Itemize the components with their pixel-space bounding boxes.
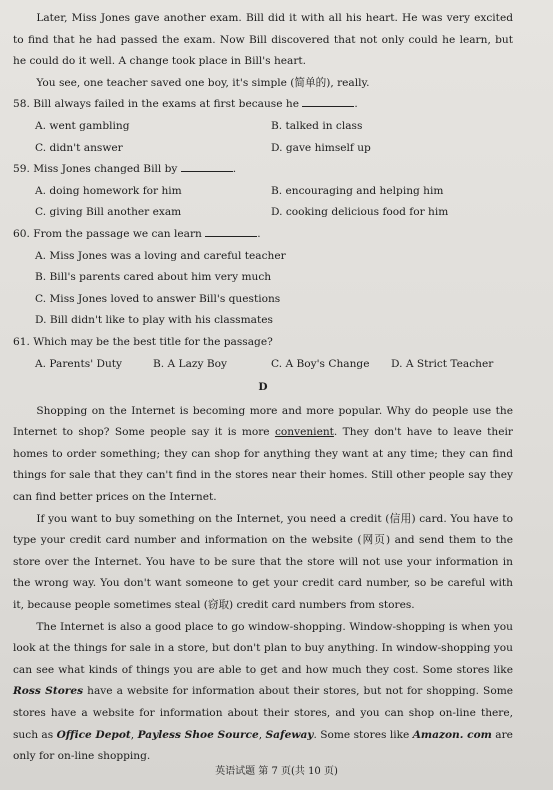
page-footer: 英语试题 第 7 页(共 10 页) bbox=[215, 766, 338, 777]
section-d-paragraph-3 bbox=[13, 617, 513, 768]
question-60 bbox=[13, 224, 513, 332]
passage-c-closing: You see, one teacher saved one boy, it's simple (简单的), really. bbox=[36, 76, 370, 89]
question-stem bbox=[13, 224, 513, 246]
question-61 bbox=[13, 332, 513, 375]
store-name: Payless Shoe Source bbox=[137, 728, 259, 741]
option-d: D. gave himself up bbox=[271, 141, 371, 154]
store-name: Office Depot bbox=[56, 728, 131, 741]
answer-blank bbox=[302, 96, 354, 107]
options bbox=[13, 354, 513, 376]
question-stem bbox=[13, 159, 513, 181]
store-name: Safeway bbox=[265, 728, 314, 741]
question-stem-end: . bbox=[354, 98, 358, 111]
question-stem: 61. Which may be the best title for the passage? bbox=[13, 335, 273, 348]
section-d-heading: D bbox=[258, 381, 268, 394]
option-d: D. Bill didn't like to play with his classmates bbox=[35, 314, 273, 327]
question-stem-text: 58. Bill always failed in the exams at first because he bbox=[13, 98, 299, 111]
question-59 bbox=[13, 159, 513, 224]
text-run: Shopping on the Internet is becoming more and more popular. Why do people use the Internet to shop? Some people say it is more bbox=[13, 404, 513, 439]
option-b: B. Bill's parents cared about him very much bbox=[35, 271, 272, 284]
options bbox=[13, 116, 513, 159]
options bbox=[13, 181, 513, 224]
option-c: C. giving Bill another exam bbox=[35, 206, 182, 219]
page-content bbox=[13, 8, 513, 768]
answer-blank bbox=[205, 226, 257, 237]
question-stem-end: . bbox=[232, 163, 237, 176]
option-a: A. doing homework for him bbox=[35, 184, 182, 197]
option-c: C. didn't answer bbox=[35, 141, 123, 154]
section-d-paragraph-2: If you want to buy something on the Internet, you need a credit (信用) card. You have to type your credit card number and information on the website (网页) and send them to the store over the Internet. You have to be sure that the store will not use your information in the wrong way. You don't want someone to get your credit card number, so be careful with it, because people sometimes steal (窃取) credit card numbers from stores. bbox=[13, 512, 513, 612]
text-run: The Internet is also a good place to go window-shopping. Window-shopping is when you look at the things for sale in a store, but don't plan to buy anything. In window-shopping you can see what kinds of things you are able to get and how much they cost. Some stores like bbox=[13, 620, 513, 676]
option-b: B. A Lazy Boy bbox=[153, 357, 227, 370]
passage-c-paragraph: Later, Miss Jones gave another exam. Bill did it with all his heart. He was very excited to find that he had passed the exam. Now Bill discovered that not only could he learn, but he could do it well. A change took place in Bill's heart. bbox=[13, 12, 513, 68]
question-stem bbox=[13, 94, 513, 116]
text-run: have a website for information about their stores, but not for shopping. Some stores have a website for information about their stores, and you can shop on-line there, such as bbox=[13, 685, 514, 741]
option-d: D. cooking delicious food for him bbox=[271, 206, 449, 219]
option-a: A. Miss Jones was a loving and careful teacher bbox=[35, 249, 286, 262]
question-stem-end: . bbox=[257, 227, 261, 240]
store-name: Amazon. com bbox=[412, 728, 492, 741]
option-a: A. went gambling bbox=[35, 119, 130, 132]
question-stem-text: 59. Miss Jones changed Bill by bbox=[13, 163, 178, 176]
option-b: B. talked in class bbox=[271, 119, 363, 132]
option-c: C. Miss Jones loved to answer Bill's questions bbox=[35, 292, 281, 305]
text-run: , bbox=[258, 728, 266, 741]
option-d: D. A Strict Teacher bbox=[391, 357, 494, 370]
text-run: . Some stores like bbox=[313, 728, 413, 741]
underlined-word: convenient bbox=[274, 426, 334, 439]
text-run: , bbox=[130, 728, 138, 741]
text-run: . They don't have to leave their homes to order something; they can shop for anything they want at any time; they can find things for sale that they can't find in the stores near their homes. Still other people say they can find better prices on the Internet. bbox=[13, 426, 513, 504]
answer-blank bbox=[181, 161, 233, 172]
option-c: C. A Boy's Change bbox=[271, 357, 370, 370]
option-a: A. Parents' Duty bbox=[35, 357, 123, 370]
text-run: are only for on-line shopping. bbox=[13, 728, 513, 763]
store-name: Ross Stores bbox=[13, 685, 84, 698]
options bbox=[13, 246, 513, 332]
option-b: B. encouraging and helping him bbox=[271, 184, 444, 197]
section-d-paragraph-1 bbox=[13, 401, 513, 509]
question-stem-text: 60. From the passage we can learn bbox=[13, 227, 202, 240]
question-58 bbox=[13, 94, 513, 159]
